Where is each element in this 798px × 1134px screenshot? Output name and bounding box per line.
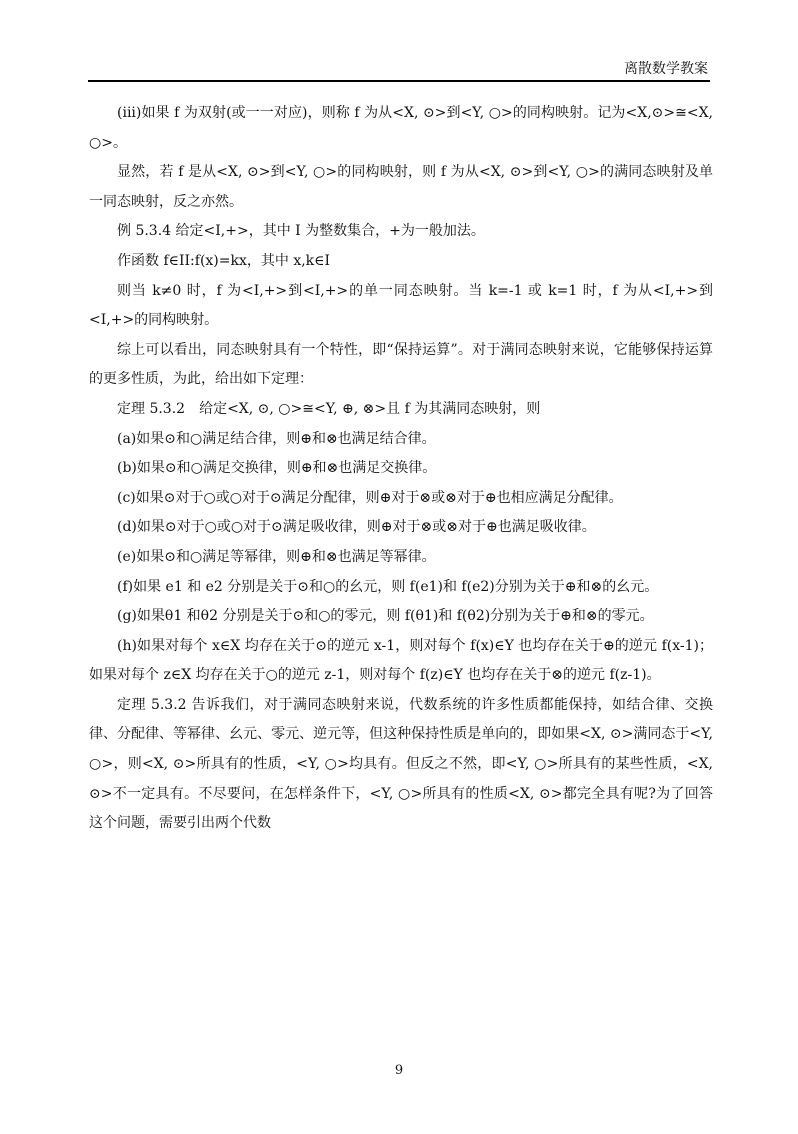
paragraph-isomorphism-definition: (iii)如果 f 为双射(或一一对应)，则称 f 为从<X, ⊙>到<Y, ○>的同构映射。记为<X,⊙>≅<X, ○>。 xyxy=(89,105,713,151)
running-header-title: 离散数学教案 xyxy=(624,61,708,77)
theorem-item-h: (h)如果对每个 x∈X 均存在关于⊙的逆元 x-1，则对每个 f(x)∈Y 也均存在关于⊕的逆元 f(x-1)；如果对每个 z∈X 均存在关于○的逆元 z-1，则对每个 f(z)∈Y 也均存在关于⊗的逆元 f(z-1)。 xyxy=(89,637,713,684)
header-rule xyxy=(88,80,710,82)
page-body xyxy=(89,99,713,839)
theorem-item-d: (d)如果⊙对于○或○对于⊙满足吸收律，则⊕对于⊗或⊗对于⊕也满足吸收律。 xyxy=(117,519,596,536)
theorem-item-a: (a)如果⊙和○满足结合律，则⊕和⊗也满足结合律。 xyxy=(117,430,436,447)
paragraph-example-heading: 例 5.3.4 给定<I,+>，其中 I 为整数集合，+为一般加法。 xyxy=(117,223,485,240)
theorem-item-f: (f)如果 e1 和 e2 分别是关于⊙和○的幺元，则 f(e1)和 f(e2)分别为关于⊕和⊗的幺元。 xyxy=(117,578,659,595)
paragraph-isomorphism-remark: 显然，若 f 是从<X, ⊙>到<Y, ○>的同构映射，则 f 为从<X, ⊙>到<Y, ○>的满同态映射及单一同态映射，反之亦然。 xyxy=(89,164,713,210)
theorem-item-g: (g)如果θ1 和θ2 分别是关于⊙和○的零元，则 f(θ1)和 f(θ2)分别为关于⊕和⊗的零元。 xyxy=(117,608,654,625)
paragraph-theorem-discussion: 定理 5.3.2 告诉我们，对于满同态映射来说，代数系统的许多性质都能保持，如结合律、交换律、分配律、等幂律、幺元、零元、逆元等，但这种保持性质是单向的，即如果<X, ⊙>满同态于<Y, ○>，则<X, ⊙>所具有的性质，<Y, ○>均具有。但反之不然，即<Y, ○>所具有的某些性质，<X, ⊙>不一定具有。不尽要问，在怎样条件下，<Y, ○>所具有的性质<X, ⊙>都完全具有呢?为了回答这个问题，需要引出两个代数 xyxy=(89,696,713,832)
paragraph-summary: 综上可以看出，同态映射具有一个特性，即“保持运算”。对于满同态映射来说，它能够保持运算的更多性质，为此，给出如下定理： xyxy=(89,341,713,388)
paragraph-theorem-heading: 定理 5.3.2 给定<X, ⊙, ○>≅<Y, ⊕, ⊗>且 f 为其满同态映射，则 xyxy=(117,400,541,417)
theorem-item-b: (b)如果⊙和○满足交换律，则⊕和⊗也满足交换律。 xyxy=(117,460,437,477)
paragraph-example-function: 作函数 f∈II:f(x)=kx，其中 x,k∈I xyxy=(117,252,331,269)
theorem-item-c: (c)如果⊙对于○或○对于⊙满足分配律，则⊕对于⊗或⊗对于⊕也相应满足分配律。 xyxy=(117,489,623,506)
paragraph-example-conclusion: 则当 k≠0 时，f 为<I,+>到<I,+>的单一同态映射。当 k=-1 或 k=1 时，f 为从<I,+>到<I,+>的同构映射。 xyxy=(89,282,713,329)
page-number: 9 xyxy=(394,1063,404,1078)
theorem-item-e: (e)如果⊙和○满足等幂律，则⊕和⊗也满足等幂律。 xyxy=(117,548,436,565)
